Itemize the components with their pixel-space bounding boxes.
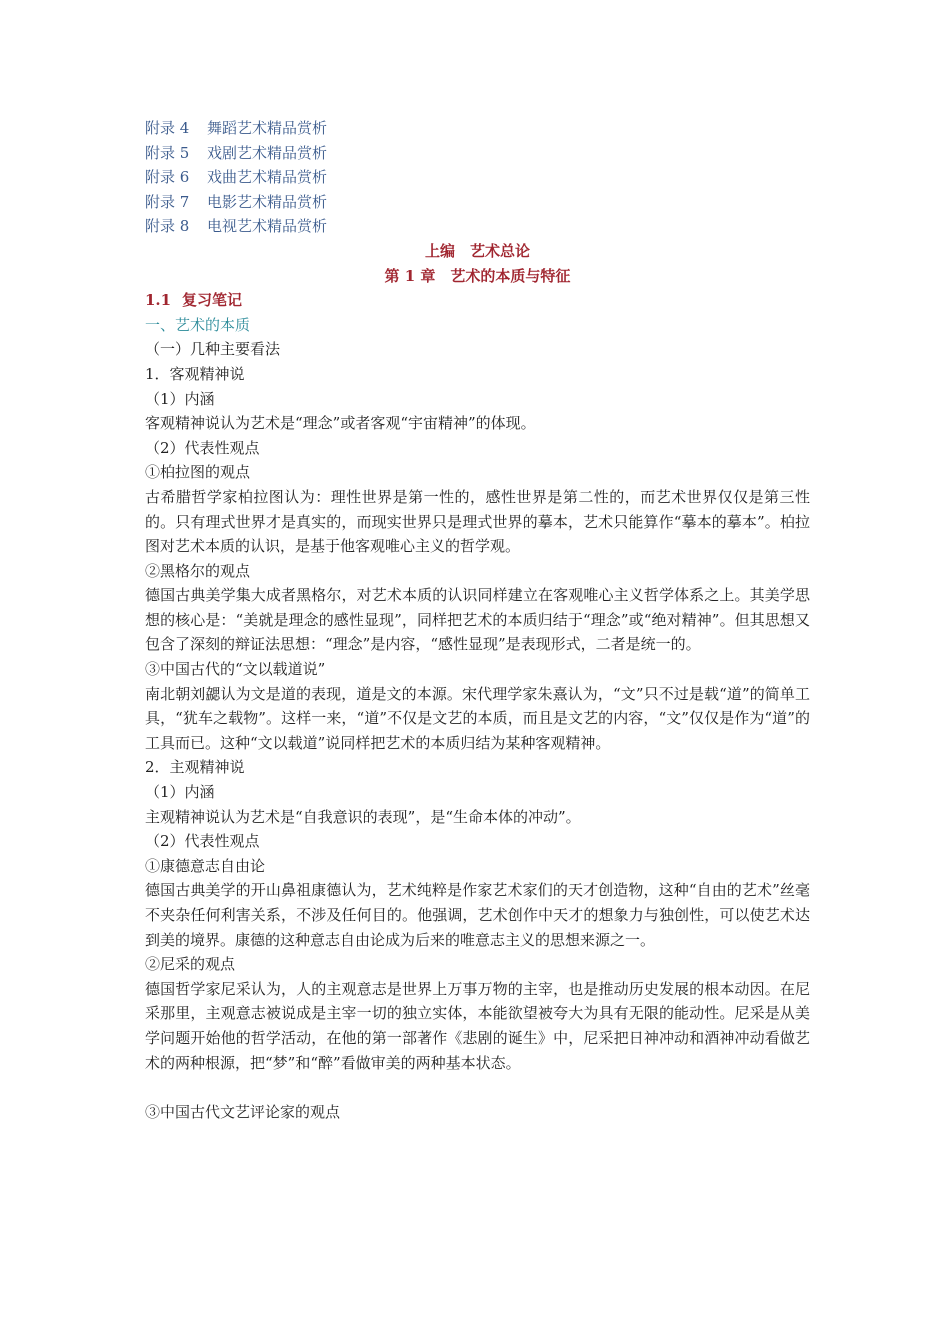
paragraph: 主观精神说认为艺术是“自我意识的表现”，是“生命本体的冲动”。 — [145, 807, 581, 826]
toc-number: 附录 5 — [145, 143, 190, 162]
toc-number: 附录 7 — [145, 192, 190, 211]
blank-line — [145, 1075, 810, 1100]
item-subheading: （1）内涵 — [145, 389, 215, 408]
heading-level-1: 一、艺术的本质 — [145, 315, 251, 334]
item-subheading: （2）代表性观点 — [145, 832, 260, 851]
subheading: （一）几种主要看法 — [145, 340, 281, 359]
point-heading: ③中国古代文艺评论家的观点 — [145, 1102, 341, 1121]
chapter-title: 第 1 章 艺术的本质与特征 — [384, 266, 571, 285]
toc-number: 附录 8 — [145, 217, 190, 236]
toc-title: 电视艺术精品赏析 — [207, 217, 328, 236]
point-heading: ①康德意志自由论 — [145, 856, 266, 875]
toc-title: 舞蹈艺术精品赏析 — [207, 119, 328, 137]
point-heading: ②尼采的观点 — [145, 955, 236, 974]
toc-entry[interactable] — [145, 165, 810, 190]
toc-entry[interactable] — [145, 141, 810, 166]
section-heading — [145, 288, 810, 313]
toc-title: 戏曲艺术精品赏析 — [207, 168, 328, 187]
toc-entry[interactable] — [145, 190, 810, 215]
toc-title: 电影艺术精品赏析 — [207, 192, 328, 211]
point-heading: ②黑格尔的观点 — [145, 561, 251, 580]
toc-number: 附录 4 — [145, 119, 190, 137]
paragraph: 古希腊哲学家柏拉图认为：理性世界是第一性的，感性世界是第二性的，而艺术世界仅仅是第三性的。只有理式世界才是真实的，而现实世界只是理式世界的摹本，艺术只能算作“摹本的摹本”。柏拉图对艺术本质的认识，是基于他客观唯心主义的哲学观。 — [145, 487, 810, 556]
paragraph: 德国哲学家尼采认为，人的主观意志是世界上万事万物的主宰，也是推动历史发展的根本动因。在尼采那里，主观意志被说成是主宰一切的独立实体，本能欲望被夸大为具有无限的能动性。尼采是从美学问题开始他的哲学活动，在他的第一部著作《悲剧的诞生》中，尼采把日神冲动和酒神冲动看做艺术的两种根源，把“梦”和“醉”看做审美的两种基本状态。 — [145, 979, 810, 1072]
item-subheading: （1）内涵 — [145, 783, 215, 802]
point-heading: ①柏拉图的观点 — [145, 463, 251, 482]
section-number: 1.1 — [145, 291, 172, 310]
point-heading: ③中国古代的“文以载道说” — [145, 660, 326, 679]
document-page — [145, 116, 810, 1124]
toc-entry[interactable] — [145, 116, 810, 141]
toc-entry[interactable] — [145, 214, 810, 239]
paragraph: 南北朝刘勰认为文是道的表现，道是文的本源。宋代理学家朱熹认为，“文”只不过是载“道”的简单工具，“犹车之载物”。这样一来，“道”不仅是文艺的本质，而且是文艺的内容，“文”仅仅是作为“道”的工具而已。这种“文以载道”说同样把艺术的本质归结为某种客观精神。 — [145, 684, 810, 752]
item-subheading: （2）代表性观点 — [145, 438, 260, 457]
paragraph: 德国古典美学的开山鼻祖康德认为，艺术纯粹是作家艺术家们的天才创造物，这种“自由的艺术”丝毫不夹杂任何利害关系，不涉及任何目的。他强调，艺术创作中天才的想象力与独创性，可以使艺术达到美的境界。康德的这种意志自由论成为后来的唯意志主义的思想来源之一。 — [145, 881, 810, 949]
toc-title: 戏剧艺术精品赏析 — [207, 143, 328, 162]
section-title: 复习笔记 — [182, 291, 243, 310]
toc-number: 附录 6 — [145, 168, 190, 187]
part-title: 上编 艺术总论 — [424, 241, 530, 260]
item-heading: 2．主观精神说 — [145, 758, 245, 777]
item-heading: 1．客观精神说 — [145, 364, 245, 383]
paragraph: 德国古典美学集大成者黑格尔，对艺术本质的认识同样建立在客观唯心主义哲学体系之上。其美学思想的核心是：“美就是理念的感性显现”，同样把艺术的本质归结于“理念”或“绝对精神”。但其思想又包含了深刻的辩证法思想：“理念”是内容，“感性显现”是表现形式，二者是统一的。 — [145, 586, 810, 654]
paragraph: 客观精神说认为艺术是“理念”或者客观“宇宙精神”的体现。 — [145, 414, 536, 433]
